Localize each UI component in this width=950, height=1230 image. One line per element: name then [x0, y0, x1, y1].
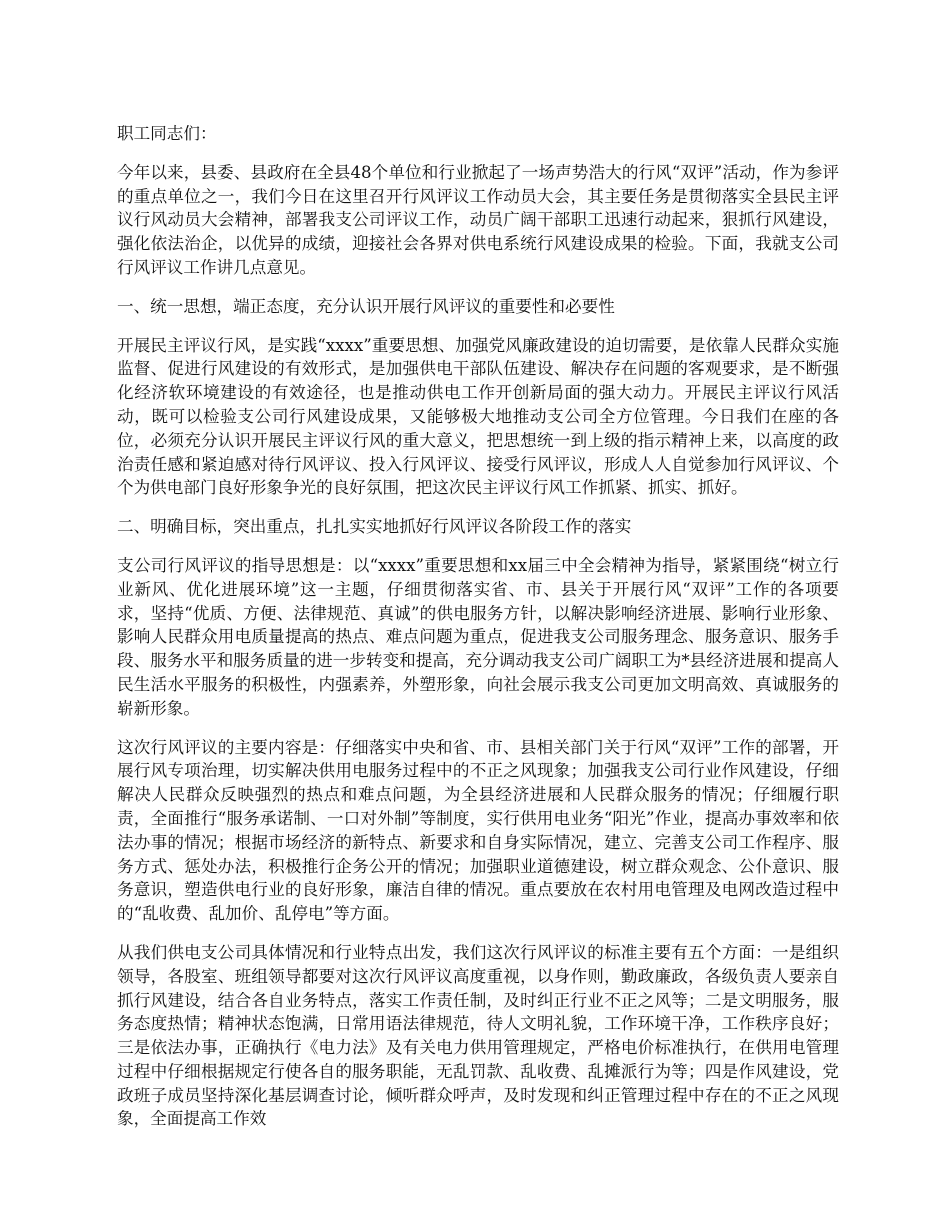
section-heading-2: 二、明确目标，突出重点，扎扎实实地抓好行风评议各阶段工作的落实	[117, 517, 632, 537]
paragraph-intro: 今年以来，县委、县政府在全县48个单位和行业掀起了一场声势浩大的行风“双评”活动，作为参评的重点单位之一，我们今日在这里召开行风评议工作动员大会，其主要任务是贯彻落实全县民主评议行风动员大会精神，部署我支公司评议工作，动员广阔干部职工迅速行动起来，狠抓行风建设，强化依法治企，以优异的成绩，迎接社会各界对供电系统行风建设成果的检验。下面，我就支公司行风评议工作讲几点意见。	[117, 162, 839, 277]
paragraph-standards: 从我们供电支公司具体情况和行业特点出发，我们这次行风评议的标准主要有五个方面：一是组织领导，各股室、班组领导都要对这次行风评议高度重视，以身作则，勤政廉政，各级负责人要亲自抓行风建设，结合各自业务特点，落实工作责任制，及时纠正行业不正之风等；二是文明服务，服务态度热情；精神状态饱满，日常用语法律规范，待人文明礼貌，工作环境干净，工作秩序良好；三是依法办事，正确执行《电力法》及有关电力供用管理规定，严格电价标准执行，在供用电管理过程中仔细根据规定行使各自的服务职能，无乱罚款、乱收费、乱摊派行为等；四是作风建设，党政班子成员坚持深化基层调查讨论，倾听群众呼声，及时发现和纠正管理过程中存在的不正之风现象，全面提高工作效	[117, 942, 839, 1129]
paragraph-main-content: 这次行风评议的主要内容是：仔细落实中央和省、市、县相关部门关于行风“双评”工作的部署，开展行风专项治理，切实解决供用电服务过程中的不正之风现象；加强我支公司行业作风建设，仔细解决人民群众反映强烈的热点和难点问题，为全县经济进展和人民群众服务的情况；仔细履行职责，全面推行“服务承诺制、一口对外制”等制度，实行供用电业务“阳光”作业，提高办事效率和依法办事的情况；根据市场经济的新特点、新要求和自身实际情况，建立、完善支公司工作程序、服务方式、惩处办法，积极推行企务公开的情况；加强职业道德建设，树立群众观念、公仆意识、服务意识，塑造供电行业的良好形象，廉洁自律的情况。重点要放在农村用电管理及电网改造过程中的“乱收费、乱加价、乱停电”等方面。	[117, 737, 839, 924]
section-heading-1: 一、统一思想，端正态度，充分认识开展行风评议的重要性和必要性	[117, 296, 615, 316]
document-body	[117, 122, 839, 1146]
salutation: 职工同志们：	[117, 124, 217, 143]
paragraph-section-1: 开展民主评议行风，是实践“xxxx”重要思想、加强党风廉政建设的迫切需要，是依靠人民群众实施监督、促进行风建设的有效形式，是加强供电干部队伍建设、解决存在问题的客观要求，是不断强化经济软环境建设的有效途径，也是推动供电工作开创新局面的强大动力。开展民主评议行风活动，既可以检验支公司行风建设成果，又能够极大地推动支公司全方位管理。今日我们在座的各位，必须充分认识开展民主评议行风的重大意义，把思想统一到上级的指示精神上来，以高度的政治责任感和紧迫感对待行风评议、投入行风评议、接受行风评议，形成人人自觉参加行风评议、个个为供电部门良好形象争光的良好氛围，把这次民主评议行风工作抓紧、抓实、抓好。	[117, 335, 839, 498]
paragraph-guiding-ideology: 支公司行风评议的指导思想是：以“xxxx”重要思想和xx届三中全会精神为指导，紧紧围绕“树立行业新风、优化进展环境”这一主题，仔细贯彻落实省、市、县关于开展行风“双评”工作的各项要求，坚持“优质、方便、法律规范、真诚”的供电服务方针，以解决影响经济进展、影响行业形象、影响人民群众用电质量提高的热点、难点问题为重点，促进我支公司服务理念、服务意识、服务手段、服务水平和服务质量的进一步转变和提高，充分调动我支公司广阔职工为*县经济进展和提高人民生活水平服务的积极性，内强素养，外塑形象，向社会展示我支公司更加文明高效、真诚服务的崭新形象。	[117, 555, 839, 718]
